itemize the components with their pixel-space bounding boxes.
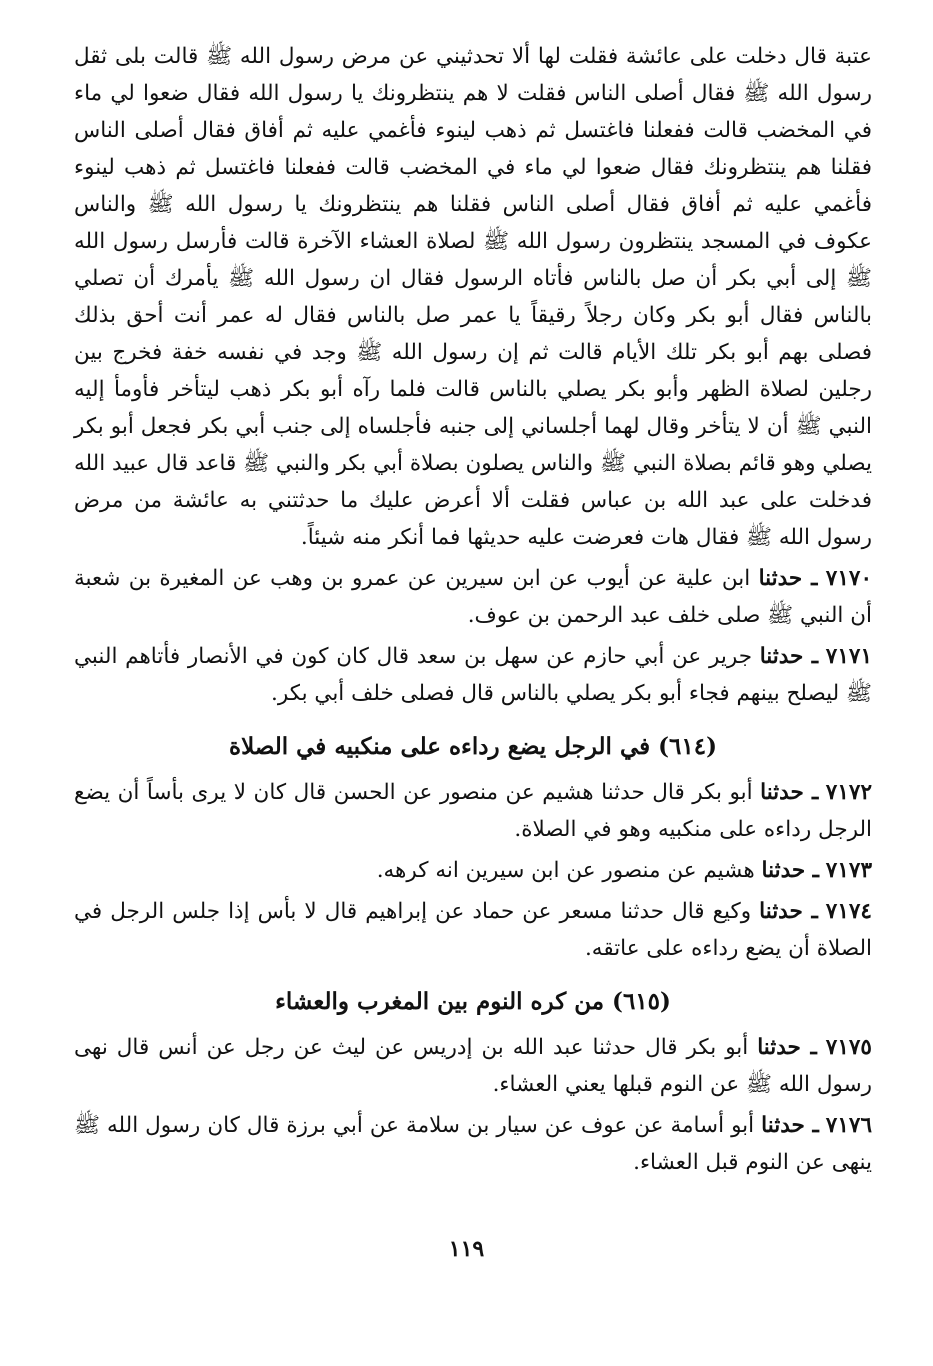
hadith-text: وكيع قال حدثنا مسعر عن حماد عن إبراهيم قال لا بأس إذا جلس الرجل في الصلاة أن يضع رداءه على عاتقه. (74, 899, 872, 961)
hadith-number: ٧١٧٠ (825, 566, 872, 591)
hadith-number: ٧١٧٥ (825, 1035, 872, 1060)
hadith-number: ٧١٧٣ (825, 858, 872, 883)
hadith-number: ٧١٧٦ (825, 1113, 872, 1138)
separator: ـ (802, 899, 818, 924)
chapter-heading-615: (٦١٥) من كره النوم بين المغرب والعشاء (275, 988, 671, 1015)
hadith-text: جرير عن أبي حازم عن سهل بن سعد قال كان كون في الأنصار فأتاهم النبي ﷺ ليصلح بينهم فجاء أبو بكر يصلي بالناس قال فصلى خلف أبي بكر. (74, 644, 872, 706)
chapter-heading-614: (٦١٤) في الرجل يضع رداءه على منكبيه في الصلاة (229, 733, 717, 760)
hadith-opening: حدثنا (761, 858, 806, 883)
separator: ـ (805, 858, 819, 883)
hadith-number: ٧١٧٢ (825, 780, 872, 805)
page-number: ١١٩ (448, 1236, 485, 1262)
hadith-text: هشيم عن منصور عن ابن سيرين انه كرهه. (376, 858, 755, 883)
hadith-7172 (74, 774, 872, 848)
separator: ـ (800, 1035, 817, 1060)
hadith-text: أبو بكر قال حدثنا عبد الله بن إدريس عن ليث عن رجل عن أنس قال نهى رسول الله ﷺ عن النوم قبلها يعني العشاء. (74, 1035, 872, 1097)
hadith-7170 (74, 560, 872, 634)
hadith-block-1 (74, 560, 872, 712)
hadith-block-3 (74, 1029, 872, 1181)
page-body (74, 38, 872, 1181)
hadith-7175 (74, 1029, 872, 1103)
hadith-text: أبو بكر قال حدثنا هشيم عن منصور عن الحسن قال كان لا يرى بأساً أن يضع الرجل رداءه على منكبيه وهو في الصلاة. (74, 780, 872, 842)
hadith-block-2 (74, 774, 872, 967)
hadith-7171 (74, 638, 872, 712)
hadith-opening: حدثنا (757, 1035, 801, 1060)
hadith-opening: حدثنا (759, 899, 803, 924)
hadith-number: ٧١٧١ (825, 644, 872, 669)
hadith-opening: حدثنا (760, 780, 804, 805)
separator: ـ (803, 780, 819, 805)
hadith-opening: حدثنا (758, 566, 803, 591)
hadith-text: أبو أسامة عن عوف عن سيار بن سلامة عن أبي برزة قال كان رسول الله ﷺ ينهى عن النوم قبل العشاء. (74, 1113, 872, 1175)
opening-paragraph: عتبة قال دخلت على عائشة فقلت لها ألا تحدثيني عن مرض رسول الله ﷺ قالت بلى ثقل رسول الله ﷺ فقال أصلى الناس فقلت لا هم ينتظرونك يا رسول الله فقال ضعوا لي ماء في المخضب قالت ففعلنا فاغتسل ثم ذهب لينوء فأغمي عليه ثم أفاق فقال أصلى الناس فقلنا هم ينتظرونك فقال ضعوا لي ماء في المخضب قالت ففعلنا فاغتسل ثم ذهب لينوء فأغمي عليه ثم أفاق فقال أصلى الناس فقلنا هم ينتظرونك يا رسول الله ﷺ والناس عكوف في المسجد ينتظرون رسول الله ﷺ لصلاة العشاء الآخرة قالت فأرسل رسول الله ﷺ إلى أبي بكر أن صل بالناس فأتاه الرسول فقال ان رسول الله ﷺ يأمرك أن تصلي بالناس فقال أبو بكر وكان رجلاً رقيقاً يا عمر صل بالناس فقال له عمر أنت أحق بذلك فصلى بهم أبو بكر تلك الأيام قالت ثم إن رسول الله ﷺ وجد في نفسه خفة فخرج بين رجلين لصلاة الظهر وأبو بكر يصلي بالناس قالت فلما رآه أبو بكر ذهب ليتأخر فأومأ إليه النبي ﷺ أن لا يتأخر وقال لهما أجلساني إلى جنبه فأجلساه إلى جنب أبي بكر فجعل أبو بكر يصلي وهو قائم بصلاة النبي ﷺ والناس يصلون بصلاة أبي بكر والنبي ﷺ قاعد قال عبيد الله فدخلت على عبد الله بن عباس فقلت ألا أعرض عليك ما حدثتني به عائشة من مرض رسول الله ﷺ فقال هات فعرضت عليه حديثها فما أنكر منه شيئاً. (74, 44, 872, 550)
separator: ـ (803, 644, 819, 669)
hadith-text: ابن علية عن أيوب عن ابن سيرين عن عمرو بن وهب عن المغيرة بن شعبة أن النبي ﷺ صلى خلف عبد الرحمن بن عوف. (74, 566, 872, 628)
hadith-7173 (74, 852, 872, 889)
hadith-opening: حدثنا (761, 1113, 805, 1138)
hadith-number: ٧١٧٤ (825, 899, 872, 924)
hadith-7176 (74, 1107, 872, 1181)
hadith-opening: حدثنا (759, 644, 804, 669)
separator: ـ (802, 566, 818, 591)
hadith-7174 (74, 893, 872, 967)
separator: ـ (804, 1113, 819, 1138)
